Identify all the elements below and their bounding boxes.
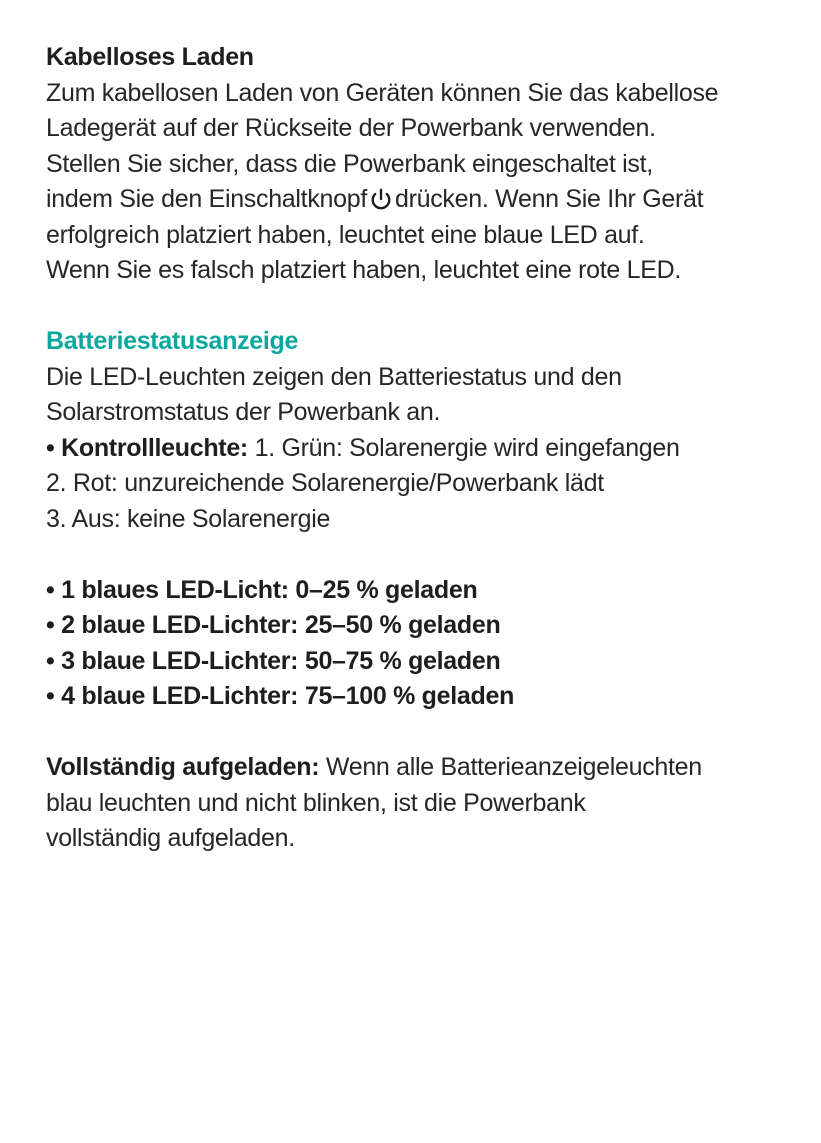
body-line: erfolgreich platziert haben, leuchtet eine blaue LED auf.	[46, 220, 645, 249]
control-light-item: 3. Aus: keine Solarenergie	[46, 504, 331, 533]
power-icon	[370, 188, 392, 210]
body-text: drücken. Wenn Sie Ihr Gerät	[394, 185, 704, 213]
body-text: indem Sie den Einschaltknopf	[46, 185, 367, 213]
body-line: blau leuchten und nicht blinken, ist die Powerbank	[46, 788, 586, 817]
led-level-item: • 4 blaue LED-Lichter: 75–100 % geladen	[46, 682, 515, 710]
body-line: vollständig aufgeladen.	[46, 824, 295, 852]
section-fully-charged	[46, 750, 775, 857]
control-light-item	[46, 431, 775, 467]
body-line-with-power-icon	[46, 182, 775, 218]
section-wireless-charging	[46, 40, 775, 289]
body-text: Wenn alle Batterieanzeigeleuchten	[319, 753, 702, 781]
body-line: Ladegerät auf der Rückseite der Powerbank verwenden.	[46, 114, 656, 142]
body-line: Wenn Sie es falsch platziert haben, leuchtet eine rote LED.	[46, 256, 681, 284]
fully-charged-label: Vollständig aufgeladen:	[46, 753, 320, 781]
fully-charged-line	[46, 750, 775, 786]
body-line: Stellen Sie sicher, dass die Powerbank eingeschaltet ist,	[46, 149, 653, 178]
control-light-text: 1. Grün: Solarenergie wird eingefangen	[247, 433, 680, 462]
control-light-item: 2. Rot: unzureichende Solarenergie/Powerbank lädt	[46, 469, 604, 497]
body-line: Zum kabellosen Laden von Geräten können Sie das kabellose	[46, 78, 719, 107]
battery-status-heading: Batteriestatusanzeige	[46, 327, 299, 355]
control-light-label: • Kontrollleuchte:	[46, 433, 248, 462]
led-level-item: • 2 blaue LED-Lichter: 25–50 % geladen	[46, 611, 501, 639]
led-level-item: • 1 blaues LED-Licht: 0–25 % geladen	[46, 575, 478, 604]
led-level-item: • 3 blaue LED-Lichter: 50–75 % geladen	[46, 646, 501, 675]
body-line: Die LED-Leuchten zeigen den Batteriestatus und den	[46, 362, 622, 391]
section-battery-status	[46, 324, 775, 537]
wireless-charging-heading: Kabelloses Laden	[46, 43, 254, 71]
body-line: Solarstromstatus der Powerbank an.	[46, 398, 441, 426]
section-led-levels	[46, 573, 775, 715]
